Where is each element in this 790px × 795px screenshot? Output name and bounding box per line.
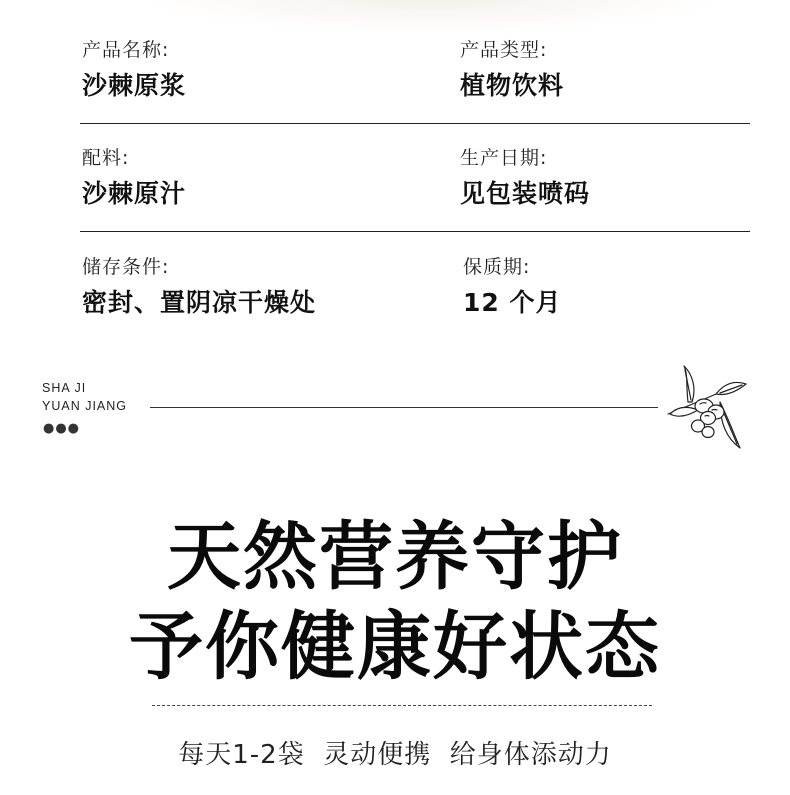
spec-value: 12 个月 <box>463 288 562 317</box>
spec-cell-production-date <box>460 146 590 210</box>
spec-cell-storage <box>82 255 316 319</box>
spec-label: 产品类型: <box>460 39 548 61</box>
spec-row <box>80 38 750 123</box>
spec-value: 沙棘原浆 <box>82 71 187 100</box>
ellipsis-dots: ●●● <box>43 421 81 436</box>
benefit-subtitle: 每天1-2袋 灵动便携 给身体添动力 <box>178 740 612 770</box>
spec-cell-product-type <box>460 38 564 102</box>
spec-row <box>80 232 750 342</box>
top-background-glow <box>150 0 710 30</box>
spec-cell-product-name <box>82 38 186 102</box>
brand-english-name <box>42 379 127 415</box>
spec-label: 储存条件: <box>82 256 170 278</box>
sea-buckthorn-branch-icon <box>664 362 748 454</box>
spec-value: 密封、置阴凉干燥处 <box>82 288 317 317</box>
spec-label: 配料: <box>82 147 130 169</box>
spec-label: 保质期: <box>463 256 531 278</box>
spec-label: 生产日期: <box>460 147 548 169</box>
product-spec-table <box>80 38 750 342</box>
spec-cell-shelf-life <box>463 255 562 319</box>
spec-value: 见包装喷码 <box>460 179 591 208</box>
spec-cell-ingredients <box>82 146 186 210</box>
brand-line-2: YUAN JIANG <box>42 399 128 413</box>
spec-value: 植物饮料 <box>460 71 565 100</box>
spec-label: 产品名称: <box>82 39 170 61</box>
spec-value: 沙棘原汁 <box>82 179 187 208</box>
section-divider-line <box>150 407 658 408</box>
slogan-line-2: 予你健康好状态 <box>129 604 661 690</box>
brand-line-1: SHA JI <box>42 381 87 395</box>
spec-row <box>80 123 750 232</box>
slogan-line-1: 天然营养守护 <box>167 514 623 600</box>
dashed-divider <box>152 705 652 706</box>
